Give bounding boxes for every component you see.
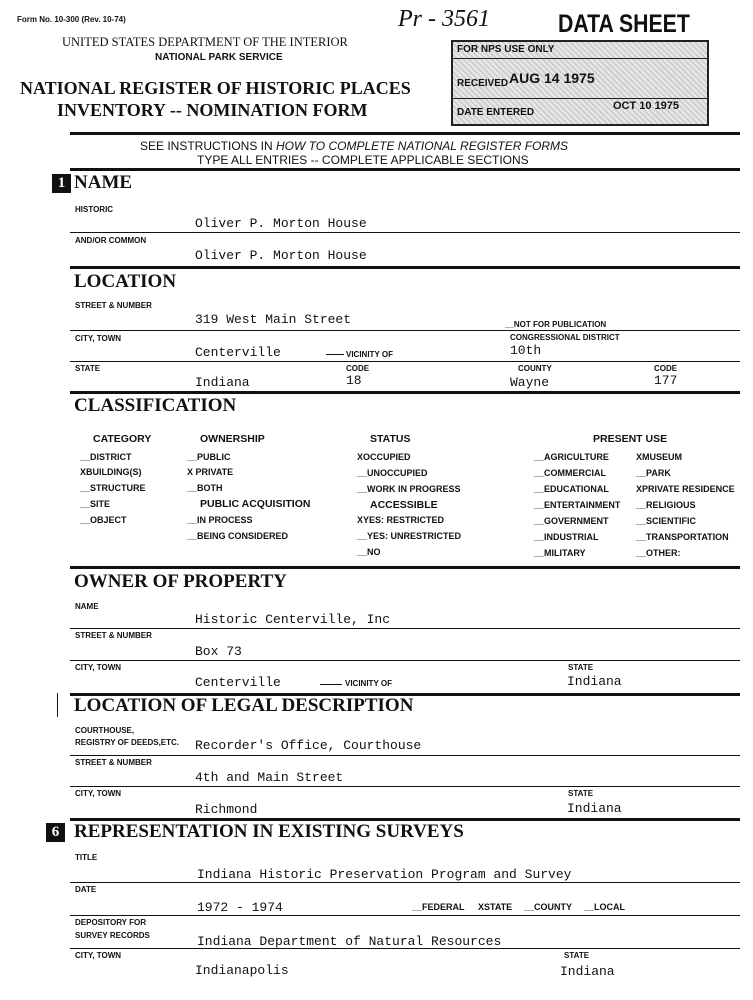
present-use-option: __SCIENTIFIC bbox=[636, 516, 697, 526]
historic-name-value: Oliver P. Morton House bbox=[195, 216, 367, 231]
form-number: Form No. 10-300 (Rev. 10-74) bbox=[17, 15, 126, 24]
not-for-publication: __NOT FOR PUBLICATION bbox=[505, 320, 607, 329]
section-title-owner: OWNER OF PROPERTY bbox=[74, 571, 287, 592]
owner-city-label: CITY, TOWN bbox=[75, 663, 122, 672]
present-use-option: XMUSEUM bbox=[636, 452, 683, 462]
owner-state-label: STATE bbox=[568, 663, 594, 672]
present-use-option: __GOVERNMENT bbox=[534, 516, 609, 526]
location-street-value: 319 West Main Street bbox=[195, 312, 352, 327]
survey-city-value: Indianapolis bbox=[195, 963, 289, 978]
status-option: __UNOCCUPIED bbox=[357, 468, 428, 478]
department-name: UNITED STATES DEPARTMENT OF THE INTERIOR bbox=[62, 35, 348, 49]
legal-city-label: CITY, TOWN bbox=[75, 789, 122, 798]
present-use-option: __OTHER: bbox=[636, 548, 681, 558]
status-option: XOCCUPIED bbox=[357, 452, 411, 462]
form-title-line1: NATIONAL REGISTER OF HISTORIC PLACES bbox=[20, 78, 411, 98]
present-use-option: __MILITARY bbox=[534, 548, 586, 558]
survey-level-option: XSTATE bbox=[478, 902, 513, 912]
service-name: NATIONAL PARK SERVICE bbox=[155, 52, 283, 63]
section-title-location: LOCATION bbox=[74, 271, 177, 292]
owner-street-value: Box 73 bbox=[195, 644, 242, 659]
present-use-option: __AGRICULTURE bbox=[534, 452, 609, 462]
courthouse-value: Recorder's Office, Courthouse bbox=[195, 738, 422, 753]
ownership-heading: OWNERSHIP bbox=[200, 433, 265, 445]
public-acquisition-option: __IN PROCESS bbox=[187, 515, 253, 525]
location-code-label: CODE bbox=[346, 364, 370, 373]
location-code2-label: CODE bbox=[654, 364, 678, 373]
location-code2-value: 177 bbox=[654, 373, 678, 388]
owner-vicinity-label: VICINITY OF bbox=[345, 679, 392, 688]
present-use-option: __COMMERCIAL bbox=[534, 468, 607, 478]
owner-city-value: Centerville bbox=[195, 675, 281, 690]
location-county-value: Wayne bbox=[510, 375, 550, 390]
nps-use-label: FOR NPS USE ONLY bbox=[457, 44, 555, 55]
public-acquisition-heading: PUBLIC ACQUISITION bbox=[200, 498, 311, 510]
present-use-option: __TRANSPORTATION bbox=[636, 532, 729, 542]
section-number-6: 6 bbox=[46, 823, 65, 842]
public-acquisition-option: __BEING CONSIDERED bbox=[187, 531, 289, 541]
section-title-surveys: REPRESENTATION IN EXISTING SURVEYS bbox=[74, 821, 464, 842]
registry-label: REGISTRY OF DEEDS,ETC. bbox=[75, 738, 180, 747]
section-title-name: NAME bbox=[74, 172, 133, 193]
legal-street-value: 4th and Main Street bbox=[195, 770, 344, 785]
category-option: XBUILDING(S) bbox=[80, 467, 142, 477]
survey-level-option: __COUNTY bbox=[524, 902, 573, 912]
present-use-heading: PRESENT USE bbox=[593, 433, 668, 445]
location-vicinity-label: VICINITY OF bbox=[346, 350, 393, 359]
courthouse-label: COURTHOUSE, bbox=[75, 726, 135, 735]
present-use-option: XPRIVATE RESIDENCE bbox=[636, 484, 735, 494]
present-use-option: __PARK bbox=[636, 468, 671, 478]
location-county-label: COUNTY bbox=[518, 364, 552, 373]
status-heading: STATUS bbox=[370, 433, 411, 445]
location-state-label: STATE bbox=[75, 364, 101, 373]
ownership-option: X PRIVATE bbox=[187, 467, 234, 477]
received-stamp: AUG 14 1975 bbox=[509, 70, 595, 86]
nps-use-box bbox=[451, 40, 709, 126]
location-street-label: STREET & NUMBER bbox=[75, 301, 152, 310]
present-use-option: __EDUCATIONAL bbox=[534, 484, 609, 494]
owner-street-label: STREET & NUMBER bbox=[75, 631, 152, 640]
location-city-value: Centerville bbox=[195, 345, 281, 360]
legal-city-value: Richmond bbox=[195, 802, 258, 817]
common-name-label: AND/OR COMMON bbox=[75, 236, 147, 245]
owner-state-value: Indiana bbox=[567, 674, 622, 689]
handwritten-reference: Pr - 3561 bbox=[398, 6, 490, 32]
legal-state-value: Indiana bbox=[567, 801, 622, 816]
depository-value: Indiana Department of Natural Resources bbox=[197, 934, 502, 949]
date-entered-stamp: OCT 10 1975 bbox=[613, 100, 680, 112]
survey-state-value: Indiana bbox=[560, 964, 615, 979]
survey-records-label: SURVEY RECORDS bbox=[75, 931, 150, 940]
received-label: RECEIVED bbox=[457, 78, 509, 89]
common-name-value: Oliver P. Morton House bbox=[195, 248, 367, 263]
accessible-option: __YES: UNRESTRICTED bbox=[357, 531, 462, 541]
survey-level-option: __LOCAL bbox=[584, 902, 626, 912]
section-number-1: 1 bbox=[52, 174, 71, 193]
ownership-option: __PUBLIC bbox=[187, 452, 231, 462]
date-entered-label: DATE ENTERED bbox=[457, 107, 535, 118]
congressional-district-value: 10th bbox=[510, 343, 542, 358]
survey-date-value: 1972 - 1974 bbox=[197, 900, 283, 915]
survey-title-label: TITLE bbox=[75, 853, 98, 862]
depository-label: DEPOSITORY FOR bbox=[75, 918, 146, 927]
accessible-option: XYES: RESTRICTED bbox=[357, 515, 445, 525]
congressional-district-label: CONGRESSIONAL DISTRICT bbox=[510, 333, 620, 342]
instructions-line1: SEE INSTRUCTIONS IN HOW TO COMPLETE NATIONAL REGISTER FORMS bbox=[140, 139, 569, 153]
category-option: __SITE bbox=[80, 499, 111, 509]
instructions-line2: TYPE ALL ENTRIES -- COMPLETE APPLICABLE SECTIONS bbox=[197, 153, 529, 167]
survey-city-label: CITY, TOWN bbox=[75, 951, 122, 960]
category-option: __OBJECT bbox=[80, 515, 127, 525]
legal-state-label: STATE bbox=[568, 789, 594, 798]
accessible-option: __NO bbox=[357, 547, 381, 557]
present-use-option: __INDUSTRIAL bbox=[534, 532, 599, 542]
accessible-heading: ACCESSIBLE bbox=[370, 499, 438, 511]
section-title-legal-description: LOCATION OF LEGAL DESCRIPTION bbox=[74, 695, 414, 716]
legal-street-label: STREET & NUMBER bbox=[75, 758, 152, 767]
location-city-label: CITY, TOWN bbox=[75, 334, 122, 343]
form-title-line2: INVENTORY -- NOMINATION FORM bbox=[57, 100, 368, 120]
location-code-value: 18 bbox=[346, 373, 362, 388]
category-heading: CATEGORY bbox=[93, 433, 152, 445]
survey-level-option: __FEDERAL bbox=[412, 902, 465, 912]
owner-name-label: NAME bbox=[75, 602, 99, 611]
survey-state-label: STATE bbox=[564, 951, 590, 960]
ownership-option: __BOTH bbox=[187, 483, 223, 493]
category-option: __STRUCTURE bbox=[80, 483, 146, 493]
status-option: __WORK IN PROGRESS bbox=[357, 484, 461, 494]
section-title-classification: CLASSIFICATION bbox=[74, 395, 237, 416]
owner-name-value: Historic Centerville, Inc bbox=[195, 612, 391, 627]
present-use-option: __ENTERTAINMENT bbox=[534, 500, 621, 510]
category-option: __DISTRICT bbox=[80, 452, 132, 462]
present-use-option: __RELIGIOUS bbox=[636, 500, 696, 510]
historic-label: HISTORIC bbox=[75, 205, 114, 214]
location-state-value: Indiana bbox=[195, 375, 250, 390]
data-sheet-title: DATA SHEET bbox=[558, 10, 690, 38]
survey-title-value: Indiana Historic Preservation Program and Survey bbox=[197, 867, 572, 882]
survey-date-label: DATE bbox=[75, 885, 97, 894]
